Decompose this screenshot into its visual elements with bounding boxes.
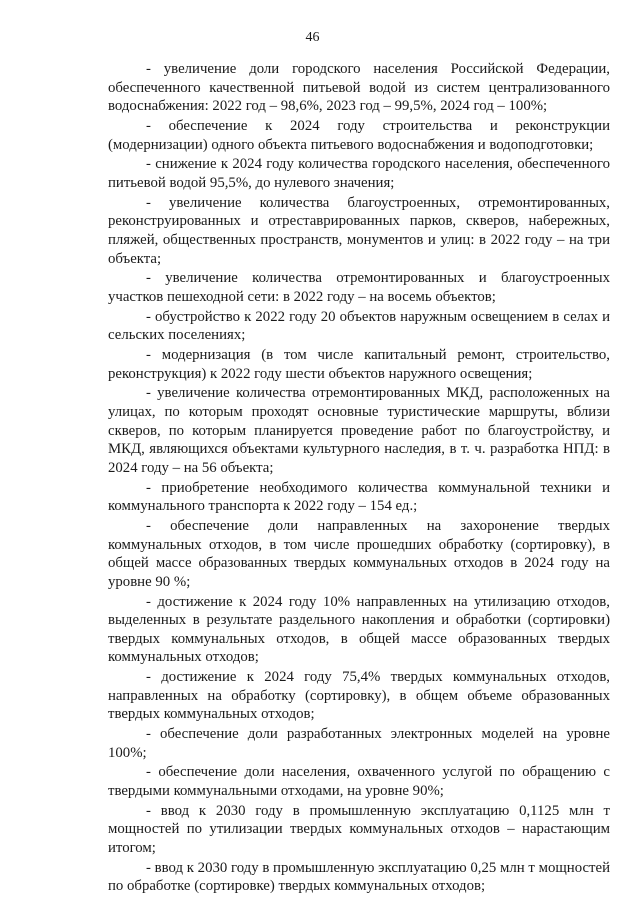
- list-item: - увеличение количества отремонтированных и благоустроенных участков пешеходной сети: в 2022 году – на восемь объектов;: [108, 270, 610, 305]
- list-item: - обеспечение к 2024 году строительства и реконструкции (модернизации) одного объекта питьевого водоснабжения и водоподготовки;: [108, 117, 610, 153]
- page-number: 46: [305, 30, 320, 45]
- list-item: - увеличение количества отремонтированных МКД, расположенных на улицах, по которым проходят основные туристические маршруты, вблизи скверов, по которым планируется проведение работ по благоустройству, и МКД, являющихся объектами культурного наследия, в т. ч. разработка НПД: в 2024 году – на 56 объекта;: [108, 385, 610, 476]
- list-item: - приобретение необходимого количества коммунальной техники и коммунального транспорта к 2022 году – 154 ед.;: [108, 479, 610, 515]
- list-item: - увеличение доли городского населения Российской Федерации, обеспеченного качественной питьевой водой из систем централизованного водоснабжения: 2022 год – 98,6%, 2023 год – 99,5%, 2024 год – 100%;: [108, 61, 610, 115]
- list-item: - модернизация (в том числе капитальный ремонт, строительство, реконструкция) к 2022 году шести объектов наружного освещения;: [108, 347, 610, 382]
- list-item: - обеспечение доли населения, охваченного услугой по обращению с твердыми коммунальными отходами, на уровне 90%;: [108, 764, 610, 799]
- list-item: - достижение к 2024 году 10% направленных на утилизацию отходов, выделенных в результате раздельного накопления и обработки (сортировки) твердых коммунальных отходов, в общей массе образованных твердых коммунальных отходов;: [108, 593, 610, 666]
- list-item: - достижение к 2024 году 75,4% твердых коммунальных отходов, направленных на обработку (сортировку), в общем объеме образованных твердых коммунальных отходов;: [108, 669, 610, 723]
- list-item: - обеспечение доли разработанных электронных моделей на уровне 100%;: [108, 726, 610, 761]
- list-item: - обеспечение доли направленных на захоронение твердых коммунальных отходов, в том числе прошедших обработку (сортировку), в общей массе образованных твердых коммунальных отходов в 2024 году на уровне 90 %;: [108, 517, 610, 590]
- list-item: - ввод к 2030 году в промышленную эксплуатацию 0,1125 млн т мощностей по утилизации твердых коммунальных отходов – нарастающим итогом;: [108, 802, 610, 856]
- list-item: - увеличение количества благоустроенных, отремонтированных, реконструированных и отреставрированных парков, скверов, набережных, пляжей, общественных пространств, монументов и улиц: в 2022 году – на три объекта;: [108, 194, 610, 267]
- body-text: [108, 60, 610, 897]
- list-item: - снижение к 2024 году количества городского населения, обеспеченного питьевой водой 95,5%, до нулевого значения;: [108, 156, 610, 191]
- list-item: - ввод к 2030 году в промышленную эксплуатацию 0,25 млн т мощностей по обработке (сортировке) твердых коммунальных отходов;: [108, 859, 610, 895]
- list-item: - обустройство к 2022 году 20 объектов наружным освещением в селах и сельских поселениях;: [108, 308, 610, 344]
